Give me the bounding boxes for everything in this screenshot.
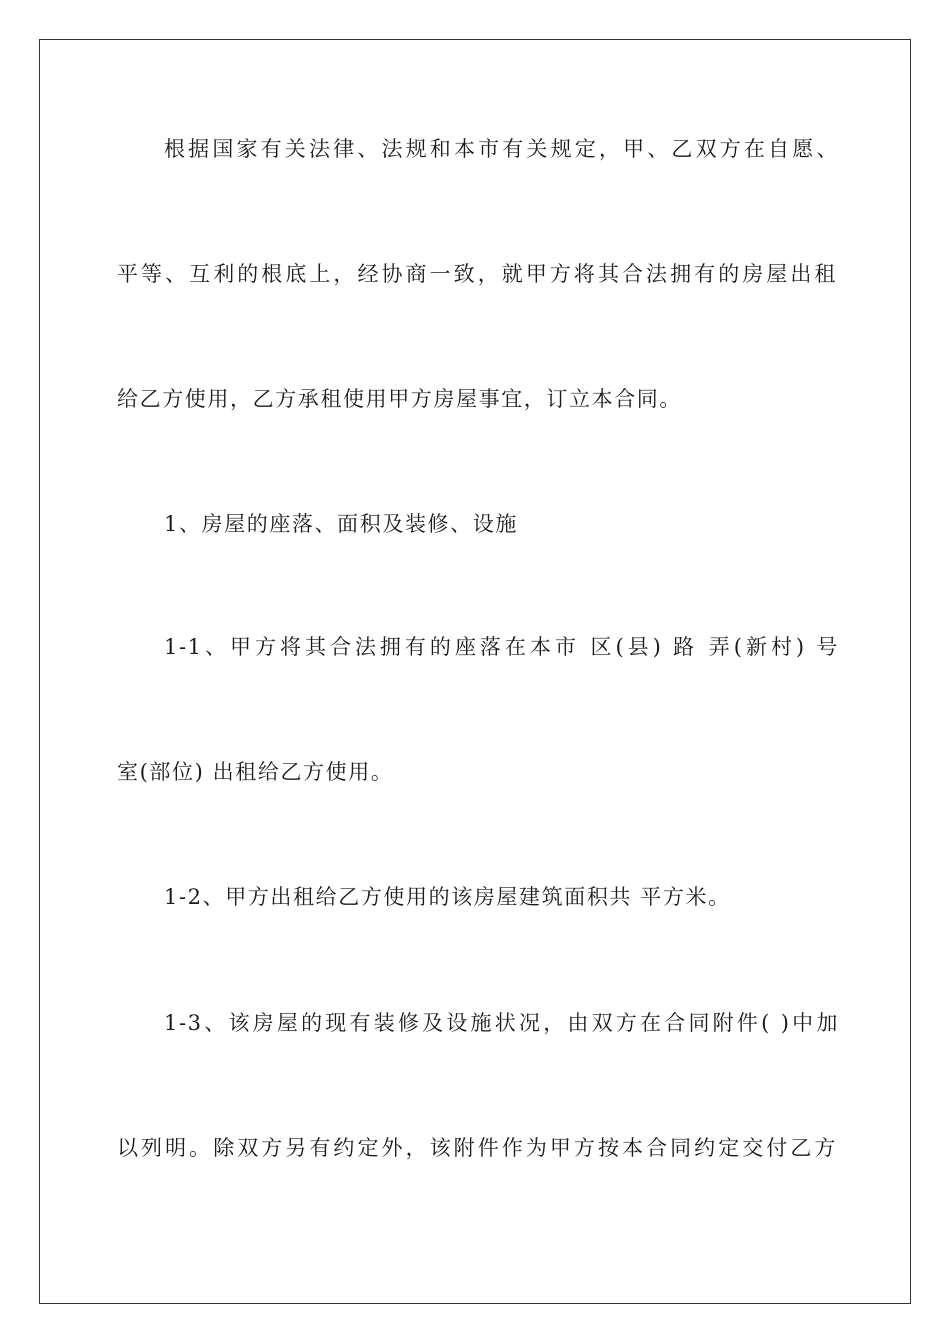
clause-1-2: 1-2、甲方出租给乙方使用的该房屋建筑面积共 平方米。 bbox=[164, 885, 731, 909]
paragraph-intro-line-3: 给乙方使用，乙方承租使用甲方房屋事宜，订立本合同。 bbox=[117, 387, 682, 411]
page-border bbox=[39, 39, 911, 1304]
clause-1-1-line-1: 1-1、甲方将其合法拥有的座落在本市 区(县) 路 弄(新村) 号 bbox=[164, 635, 839, 659]
paragraph-intro-line-2: 平等、互利的根底上，经协商一致，就甲方将其合法拥有的房屋出租 bbox=[117, 262, 837, 286]
clause-1-3-line-1: 1-3、该房屋的现有装修及设施状况，由双方在合同附件( )中加 bbox=[164, 1011, 839, 1035]
paragraph-intro-line-1: 根据国家有关法律、法规和本市有关规定，甲、乙双方在自愿、 bbox=[164, 137, 839, 161]
clause-1-1-line-2: 室(部位) 出租给乙方使用。 bbox=[117, 760, 394, 784]
section-heading-1: 1、房屋的座落、面积及装修、设施 bbox=[164, 512, 518, 536]
clause-1-3-line-2: 以列明。除双方另有约定外，该附件作为甲方按本合同约定交付乙方 bbox=[117, 1136, 837, 1160]
